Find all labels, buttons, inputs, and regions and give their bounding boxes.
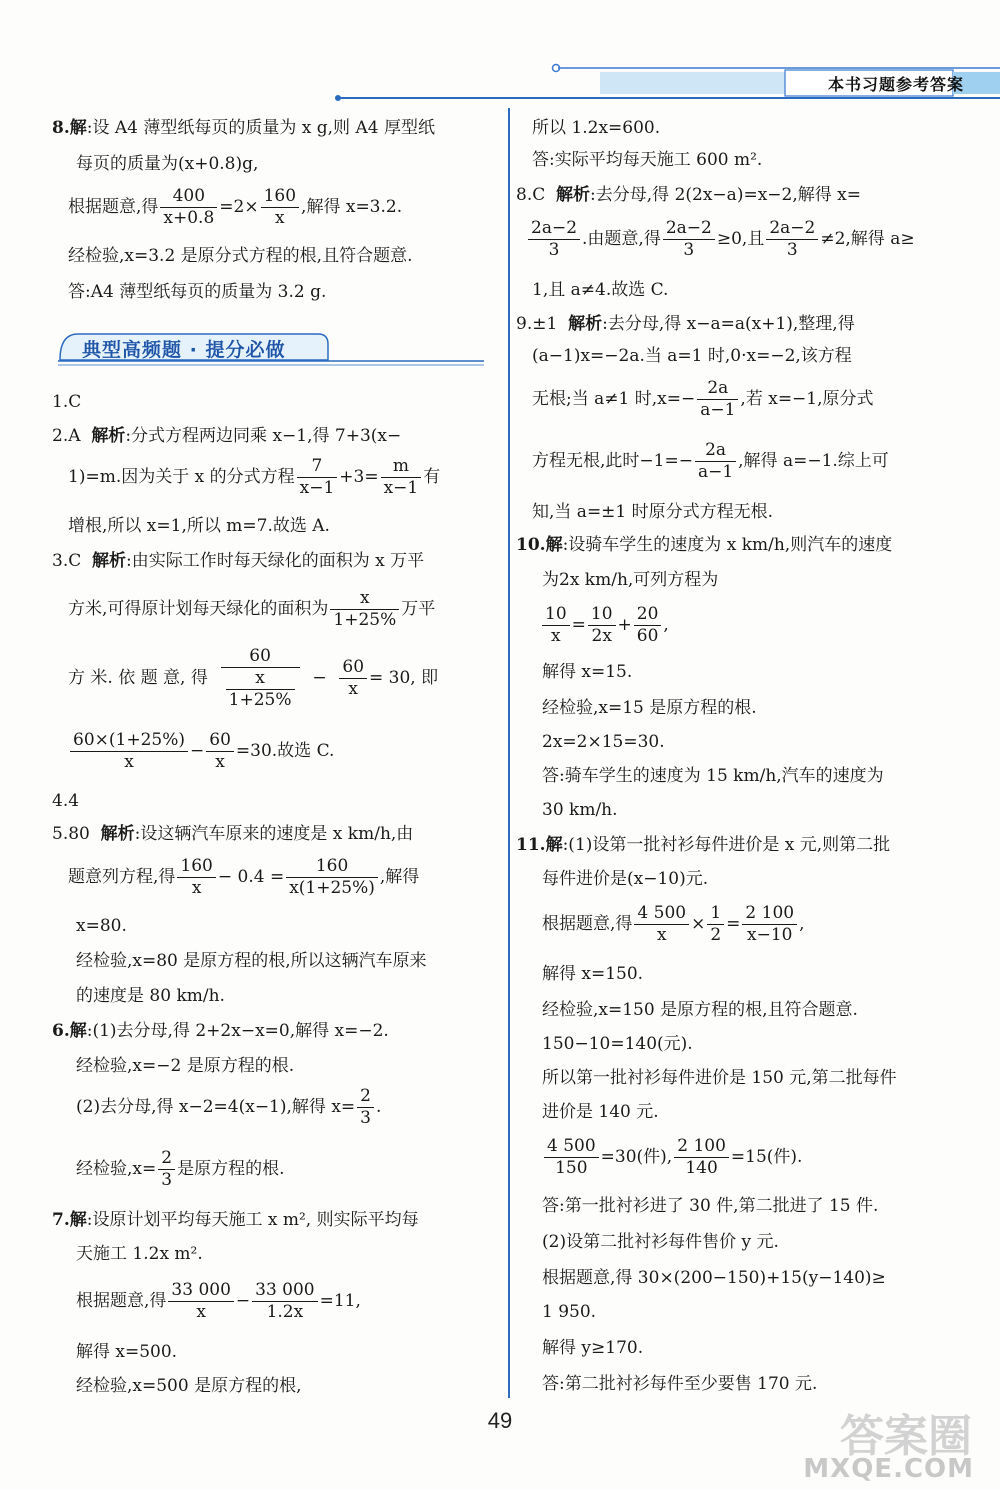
answer-10-line-1: 10.解:设骑车学生的速度为 x km/h,则汽车的速度 bbox=[516, 535, 893, 555]
answer-7-line-2: 天施工 1.2x m². bbox=[76, 1244, 203, 1264]
watermark bbox=[782, 1400, 982, 1484]
answer-10-line-6: 2x=2×15=30. bbox=[542, 732, 665, 752]
watermark-text: MXQE.COM bbox=[803, 1454, 974, 1484]
answer-11-line-3: 根据题意,得 $\frac{4 500}{x}$ × $\frac{1}{2}$ = $\frac{2 100}{x-10}$ , bbox=[542, 903, 805, 945]
answer-10-line-5: 经检验,x=15 是原方程的根. bbox=[542, 698, 757, 718]
answer-11-line-7: 所以第一批衬衫每件进价是 150 元,第二批每件 bbox=[542, 1068, 897, 1088]
answer-11-line-6: 150−10=140(元). bbox=[542, 1034, 693, 1054]
page-header bbox=[0, 0, 1000, 110]
answer-7-line-4: 解得 x=500. bbox=[76, 1342, 178, 1362]
answer-7-line-5: 经检验,x=500 是原方程的根, bbox=[76, 1376, 302, 1396]
section-banner bbox=[56, 330, 486, 366]
answer-9-line-5: 知,当 a=±1 时原分式方程无根. bbox=[532, 502, 774, 522]
answer-5-line-5: 的速度是 80 km/h. bbox=[76, 986, 225, 1006]
answer-11-line-2: 每件进价是(x−10)元. bbox=[542, 869, 709, 889]
answer-9-line-1: 9.±1 解析:去分母,得 x−a=a(x+1),整理,得 bbox=[516, 314, 855, 334]
column-divider bbox=[508, 108, 510, 1398]
answer-9-line-3: 无根;当 a≠1 时,x=− $\frac{2a}{a-1}$ ,若 x=−1,原分式 bbox=[532, 378, 874, 420]
section-title: 典型高频题 · 提分必做 bbox=[82, 339, 286, 361]
answer-9-line-4: 方程无根,此时−1=− $\frac{2a}{a-1}$ ,解得 a=−1.综上可 bbox=[532, 440, 889, 482]
answer-11-line-10: 答:第一批衬衫进了 30 件,第二批进了 15 件. bbox=[542, 1196, 879, 1216]
answer-8c-line-3: 1,且 a≠4.故选 C. bbox=[532, 280, 669, 300]
answer-8-line-1: 8.解:设 A4 薄型纸每页的质量为 x g,则 A4 厚型纸 bbox=[52, 118, 435, 138]
answer-8-line-4: 经检验,x=3.2 是原分式方程的根,且符合题意. bbox=[68, 246, 413, 266]
answer-9-line-2: (a−1)x=−2a.当 a=1 时,0·x=−2,该方程 bbox=[532, 346, 852, 366]
answer-4: 4.4 bbox=[52, 791, 80, 811]
answer-6-line-3: (2)去分母,得 x−2=4(x−1),解得 x= $\frac{2}{3}$ . bbox=[76, 1086, 382, 1128]
answer-3-line-1: 3.C 解析:由实际工作时每天绿化的面积为 x 万平 bbox=[52, 551, 425, 571]
answer-7-cont-line-2: 答:实际平均每天施工 600 m². bbox=[532, 150, 763, 170]
answer-10-line-7: 答:骑车学生的速度为 15 km/h,汽车的速度为 bbox=[542, 766, 884, 786]
answer-5-line-3: x=80. bbox=[76, 916, 127, 936]
answer-11-line-13: 1 950. bbox=[542, 1302, 597, 1322]
answer-5-line-4: 经检验,x=80 是原方程的根,所以这辆汽车原来 bbox=[76, 951, 427, 971]
answer-8c-line-2: $\frac{2a-2}{3}$ .由题意,得 $\frac{2a-2}{3}$ ≥0,且 $\frac{2a-2}{3}$ ≠2,解得 a≥ bbox=[526, 220, 915, 259]
answer-8c-line-1: 8.C 解析:去分母,得 2(2x−a)=x−2,解得 x= bbox=[516, 185, 861, 205]
answer-2-line-3: 增根,所以 x=1,所以 m=7.故选 A. bbox=[68, 516, 330, 536]
answer-3-line-3: 方 米. 依 题 意, 得 $\frac{60}{\frac{x}{1+25\%}}$ − $\frac{60}{x}$ = 30, 即 bbox=[68, 646, 439, 710]
answer-5-line-1: 5.80 解析:设这辆汽车原来的速度是 x km/h,由 bbox=[52, 824, 414, 844]
answer-1: 1.C bbox=[52, 392, 82, 412]
answer-11-line-8: 进价是 140 元. bbox=[542, 1102, 659, 1122]
answer-7-line-1: 7.解:设原计划平均每天施工 x m², 则实际平均每 bbox=[52, 1210, 419, 1230]
answer-10-line-2: 为2x km/h,可列方程为 bbox=[542, 570, 719, 590]
page-number: 49 bbox=[487, 1408, 513, 1433]
answer-11-line-4: 解得 x=150. bbox=[542, 964, 644, 984]
answer-11-line-14: 解得 y≥170. bbox=[542, 1338, 644, 1358]
answer-10-line-4: 解得 x=15. bbox=[542, 662, 633, 682]
answer-11-line-11: (2)设第二批衬衫每件售价 y 元. bbox=[542, 1232, 779, 1252]
answer-10-line-8: 30 km/h. bbox=[542, 800, 618, 820]
answer-11-line-9: $\frac{4 500}{150}$ =30(件), $\frac{2 100}{140}$ =15(件). bbox=[542, 1138, 802, 1177]
answer-8-line-3: 根据题意,得 $\frac{400}{x+0.8}$ =2× $\frac{160}{x}$ ,解得 x=3.2. bbox=[68, 186, 403, 228]
answer-7-cont-line-1: 所以 1.2x=600. bbox=[532, 118, 661, 138]
answer-8-line-5: 答:A4 薄型纸每页的质量为 3.2 g. bbox=[68, 282, 327, 302]
answer-6-line-1: 6.解:(1)去分母,得 2+2x−x=0,解得 x=−2. bbox=[52, 1021, 389, 1041]
watermark-logo: 答案圈 bbox=[840, 1411, 972, 1462]
header-title: 本书习题参考答案 bbox=[827, 75, 964, 94]
answer-5-line-2: 题意列方程,得 $\frac{160}{x}$ − 0.4 = $\frac{160}{x(1+25\%)}$ ,解得 bbox=[68, 856, 420, 898]
answer-10-line-3: $\frac{10}{x}$ = $\frac{10}{2x}$ + $\frac{20}{60}$ , bbox=[540, 606, 669, 645]
answer-3-line-4: $\frac{60\times(1+25\%)}{x}$ − $\frac{60}{x}$ =30.故选 C. bbox=[68, 732, 334, 771]
answer-11-line-15: 答:第二批衬衫每件至少要售 170 元. bbox=[542, 1374, 818, 1394]
answer-6-line-4: 经检验,x= $\frac{2}{3}$ 是原方程的根. bbox=[76, 1148, 285, 1190]
answer-2-line-1: 2.A 解析:分式方程两边同乘 x−1,得 7+3(x− bbox=[52, 426, 402, 446]
answer-3-line-2: 方米,可得原计划每天绿化的面积为 $\frac{x}{1+25\%}$ 万平 bbox=[68, 588, 436, 630]
answer-6-line-2: 经检验,x=−2 是原方程的根. bbox=[76, 1056, 295, 1076]
answer-11-line-5: 经检验,x=150 是原方程的根,且符合题意. bbox=[542, 1000, 858, 1020]
answer-7-line-3: 根据题意,得 $\frac{33 000}{x}$ − $\frac{33 000}{1.2x}$ =11, bbox=[76, 1280, 361, 1322]
answer-11-line-12: 根据题意,得 30×(200−150)+15(y−140)≥ bbox=[542, 1268, 886, 1288]
answer-8-line-2: 每页的质量为(x+0.8)g, bbox=[76, 154, 259, 174]
answer-11-line-1: 11.解:(1)设第一批衬衫每件进价是 x 元,则第二批 bbox=[516, 835, 891, 855]
answer-2-line-2: 1)=m.因为关于 x 的分式方程 $\frac{7}{x-1}$ +3= $\frac{m}{x-1}$ 有 bbox=[68, 456, 441, 498]
